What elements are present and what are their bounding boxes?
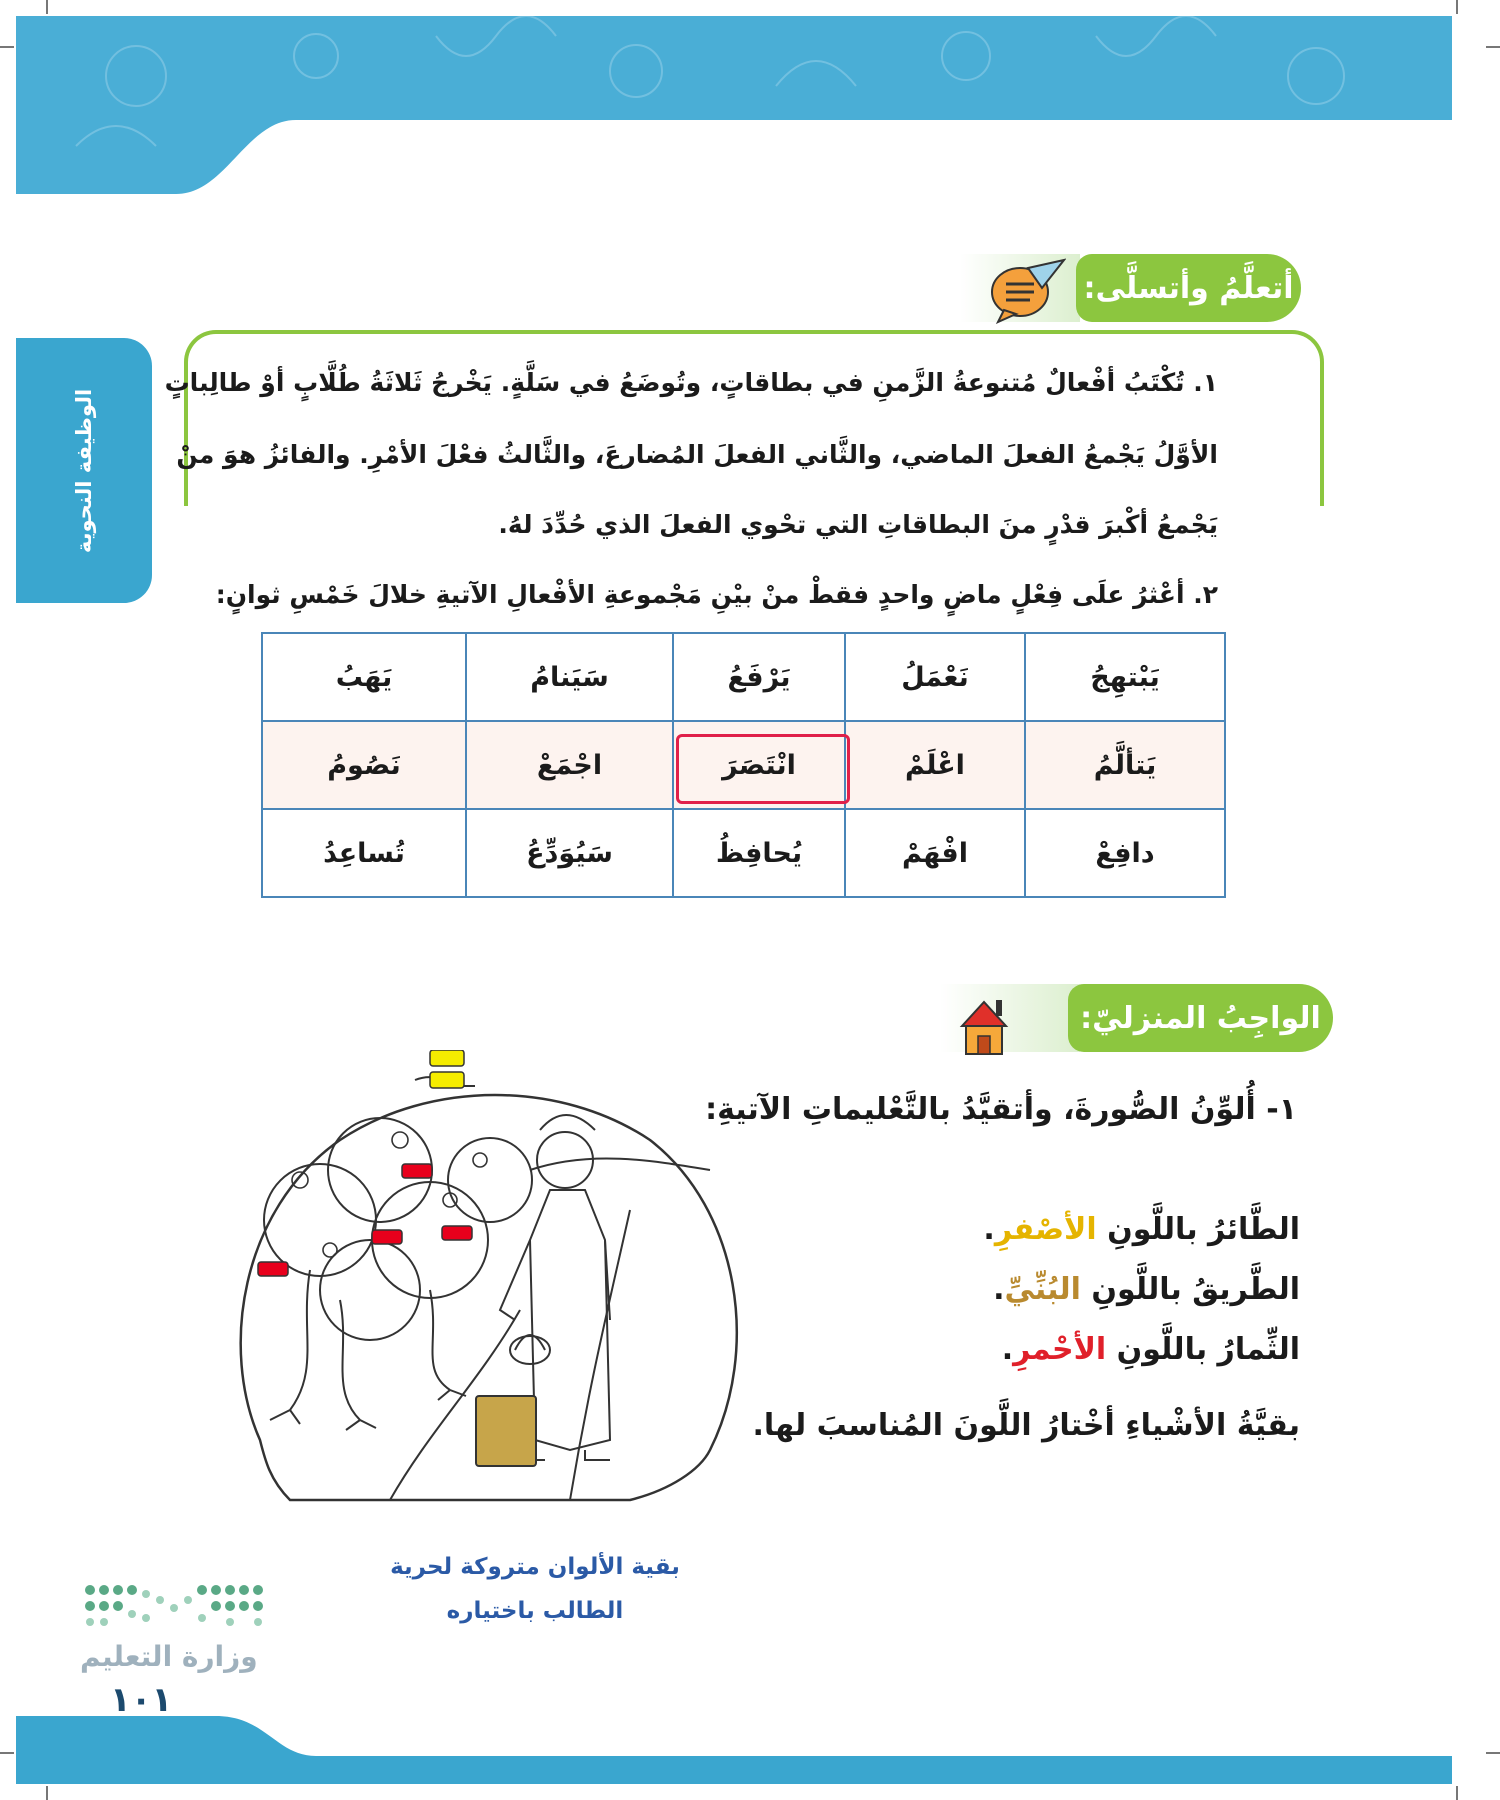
homework-header (1068, 984, 1333, 1052)
homework-instruction: ١- أُلوِّنُ الصُّورةَ، وأتقيَّدُ بالتَّعْليماتِ الآتيةِ: (705, 1092, 1297, 1127)
answer-highlight-box (676, 734, 850, 804)
caption-line-2: الطالب باختياره (446, 1598, 624, 1624)
verb-cell: دافِعْ (1025, 809, 1225, 897)
fruit-prefix: الثِّمارُ باللَّونِ (1106, 1332, 1300, 1367)
learn-line-4: ٢. أعْثرُ علَى فِعْلٍ ماضٍ واحدٍ فقطْ منْ بيْنِ مَجْموعةِ الأفْعالِ الآتيةِ خلالَ خَمْسِ ثوانٍ: (215, 580, 1218, 609)
learn-box (184, 330, 1324, 506)
table-row (262, 809, 1225, 897)
verb-cell: اجْمَعْ (466, 721, 673, 809)
verb-cell: افْهَمْ (845, 809, 1025, 897)
learn-header (1076, 254, 1301, 322)
verb-cell: سَيُوَدِّعُ (466, 809, 673, 897)
page-number: ١٠١ (110, 1680, 173, 1720)
verb-cell: يَبْتهِجُ (1025, 633, 1225, 721)
table-row (262, 633, 1225, 721)
period: . (983, 1212, 995, 1247)
ministry-name: وزارة التعليم (80, 1640, 258, 1673)
verb-cell-highlighted: انْتَصَرَ (673, 721, 845, 809)
instruction-fruit (1002, 1332, 1300, 1367)
instruction-road (993, 1272, 1300, 1307)
top-banner (16, 16, 1452, 194)
period: . (993, 1272, 1005, 1307)
caption-line-1: بقية الألوان متروكة لحرية (390, 1554, 680, 1580)
instruction-bird (983, 1212, 1300, 1247)
homework-header-text: الواجِبُ المنزليّ: (1080, 1000, 1321, 1036)
side-tab-label-wrap (16, 338, 152, 603)
bottom-bar (16, 1716, 1452, 1784)
learn-line-2: الأوَّلُ يَجْمعُ الفعلَ الماضي، والثَّاني الفعلَ المُضارعَ، والثَّالثُ فعْلَ الأمْرِ. والفائزُ هوَ منْ (176, 440, 1218, 469)
road-prefix: الطَّريقُ باللَّونِ (1080, 1272, 1300, 1307)
side-tab-label: الوظيفة النحوية (72, 388, 96, 553)
learn-line-3: يَجْمعُ أكْبرَ قدْرٍ منَ البطاقاتِ التي تحْوي الفعلَ الذي حُدِّدَ لهُ. (498, 510, 1218, 539)
verb-cell: يَهَبُ (262, 633, 466, 721)
verb-cell: تُساعِدُ (262, 809, 466, 897)
bird-prefix: الطَّائرُ باللَّونِ (1096, 1212, 1300, 1247)
period: . (1001, 1332, 1014, 1367)
chat-bubble-icon (990, 258, 1066, 324)
coloring-illustration (230, 1050, 750, 1510)
bird-color: الأصْفرِ (994, 1212, 1097, 1247)
instruction-rest: بقيَّةُ الأشْياءِ أخْتارُ اللَّونَ المُناسبَ لها. (752, 1408, 1300, 1443)
road-color: البُنِّيِّ (1004, 1272, 1081, 1307)
verb-cell: يَرْفَعُ (673, 633, 845, 721)
house-icon (958, 996, 1010, 1058)
fruit-color: الأحْمرِ (1013, 1332, 1107, 1367)
verb-cell: اعْلَمْ (845, 721, 1025, 809)
learn-line-1: ١. تُكْتَبُ أفْعالٌ مُتنوعةُ الزَّمنِ في بطاقاتٍ، وتُوضَعُ في سَلَّةٍ. يَخْرجُ ثَلاثَةُ طُلَّابٍ أوْ طالِباتٍ (164, 368, 1218, 397)
verb-cell: سَيَنامُ (466, 633, 673, 721)
verb-cell: نَصُومُ (262, 721, 466, 809)
verb-cell: نَعْمَلُ (845, 633, 1025, 721)
verb-cell: يُحافِظُ (673, 809, 845, 897)
verb-cell: يَتألَّمُ (1025, 721, 1225, 809)
learn-header-text: أتعلَّمُ وأتسلَّى: (1083, 270, 1294, 306)
